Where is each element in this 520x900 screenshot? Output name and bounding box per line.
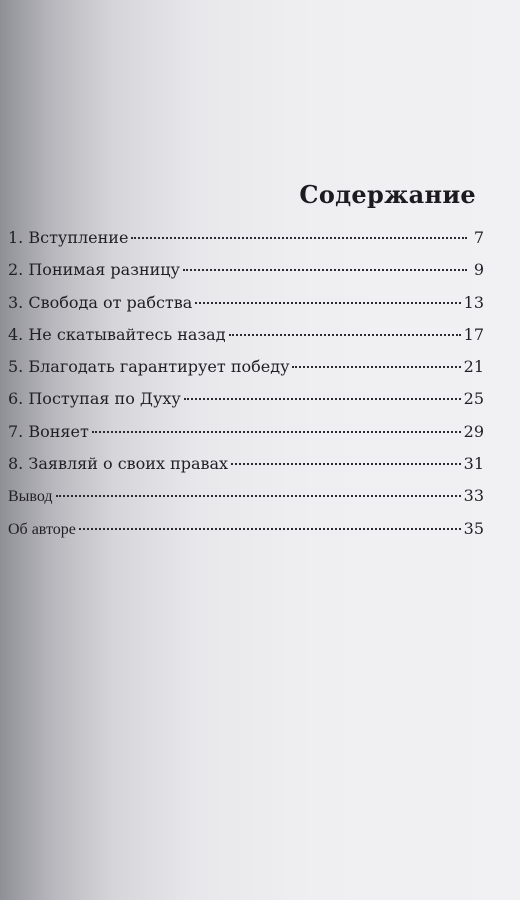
toc-entry-walking-in-spirit	[8, 389, 484, 421]
toc-entry-introduction	[8, 228, 484, 260]
dot-leader	[131, 237, 467, 239]
toc-entry-understanding-difference	[8, 260, 484, 292]
toc-entry-label: Вывод	[8, 488, 53, 506]
dot-leader	[56, 495, 461, 497]
toc-entry-freedom-from-slavery	[8, 293, 484, 325]
toc-entry-label: Об авторе	[8, 520, 76, 538]
toc-entry-label: 5. Благодать гарантирует победу	[8, 357, 290, 377]
dot-leader	[231, 463, 461, 465]
dot-leader	[184, 398, 461, 400]
toc-entry-label: 4. Не скатывайтесь назад	[8, 324, 226, 344]
dot-leader	[229, 334, 461, 336]
toc-entry-page: 31	[463, 454, 484, 474]
toc-entry-label: 6. Поступая по Духу	[8, 389, 181, 409]
toc-entry-page: 35	[463, 518, 484, 538]
toc-entry-label: 1. Вступление	[8, 228, 129, 247]
toc-title: Содержание	[299, 180, 476, 209]
toc-entry-dont-slide-back	[8, 325, 484, 357]
toc-entry-claim-your-rights	[8, 454, 484, 486]
dot-leader	[92, 431, 461, 433]
toc-entry-page: 17	[463, 324, 484, 344]
toc-entry-page: 13	[463, 292, 484, 312]
toc-entry-conclusion	[8, 486, 484, 518]
dot-leader	[195, 302, 460, 304]
toc-entry-label: 8. Заявляй о своих правах	[8, 454, 229, 474]
dot-leader	[79, 528, 461, 530]
toc-entry-grace-guarantees-victory	[8, 357, 484, 389]
toc-entry-page: 9	[473, 260, 484, 280]
toc-entry-page: 33	[463, 486, 484, 506]
toc-list	[8, 228, 484, 551]
dot-leader	[183, 269, 467, 271]
toc-entry-label: 3. Свобода от рабства	[8, 292, 193, 312]
toc-entry-label: 2. Понимая разницу	[8, 260, 180, 280]
toc-entry-label: 7. Воняет	[8, 421, 89, 441]
toc-entry-it-stinks	[8, 422, 484, 454]
toc-entry-page: 25	[463, 389, 484, 409]
toc-entry-about-author	[8, 519, 484, 551]
toc-entry-page: 21	[463, 357, 484, 377]
toc-entry-page: 29	[463, 421, 484, 441]
dot-leader	[292, 366, 460, 368]
toc-entry-page: 7	[473, 228, 484, 247]
